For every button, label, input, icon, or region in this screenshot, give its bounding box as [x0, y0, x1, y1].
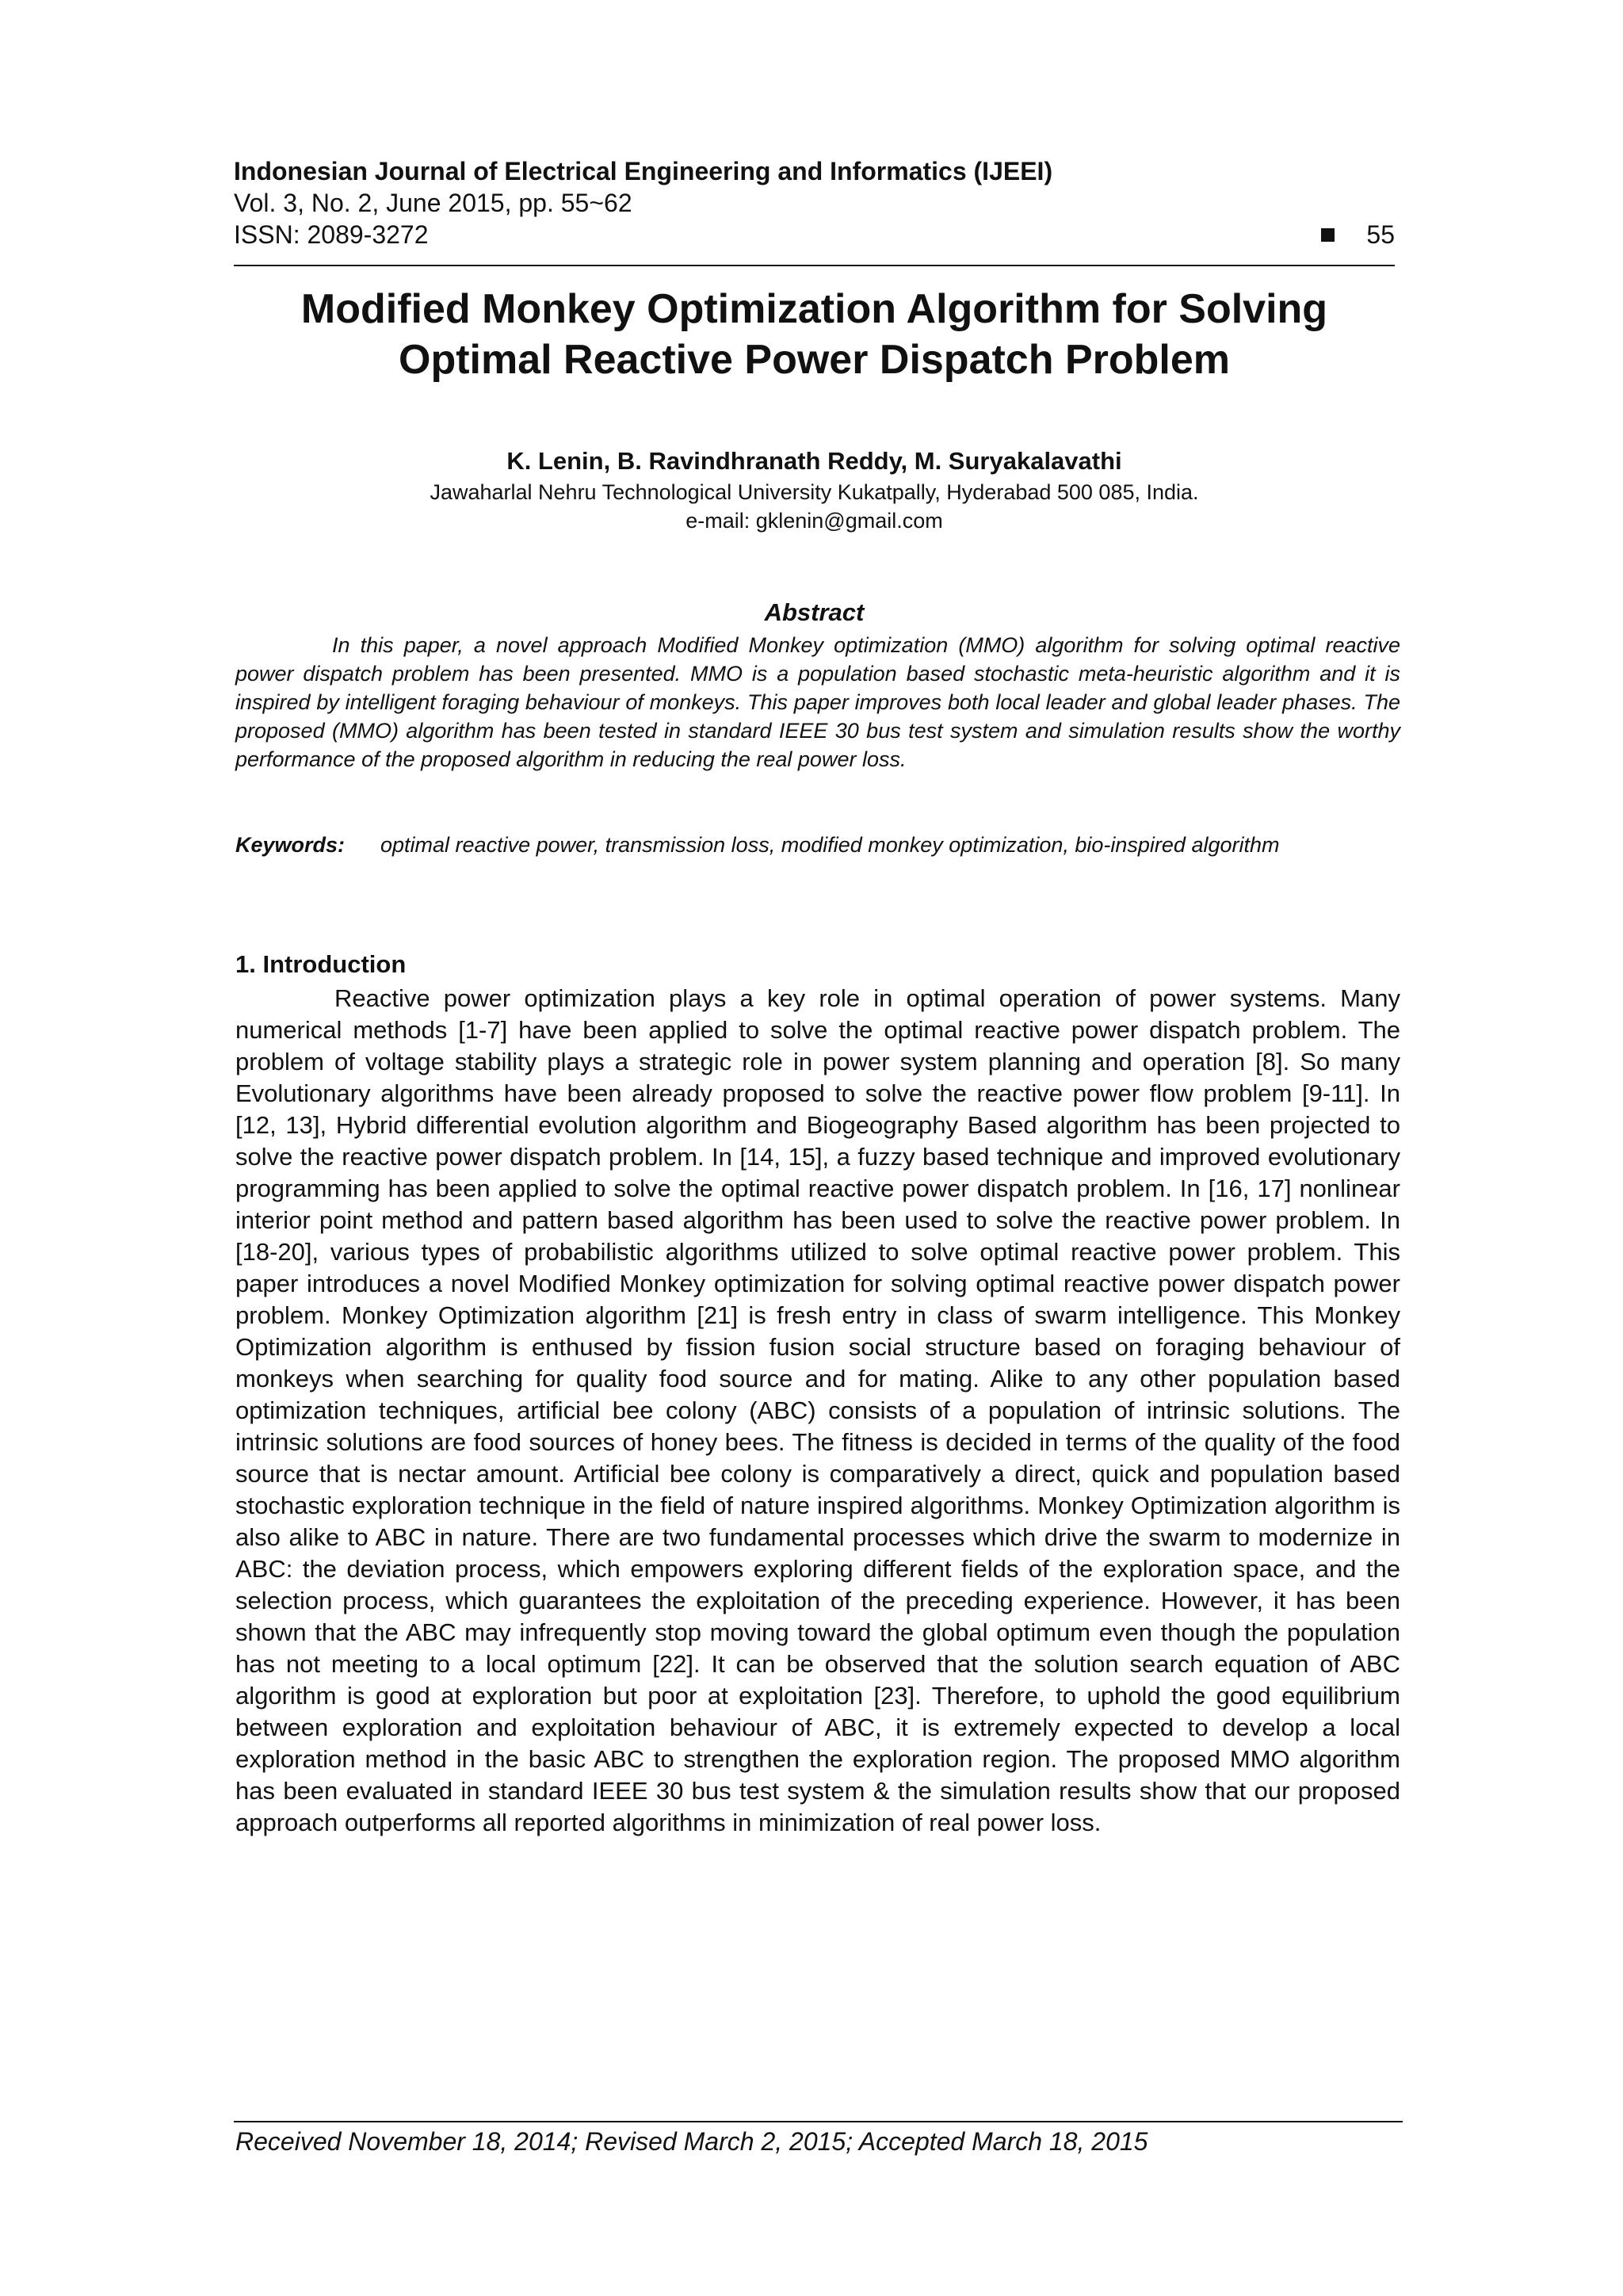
abstract-heading: Abstract — [764, 598, 865, 626]
keywords-label: Keywords: — [235, 833, 346, 857]
introduction-text: Reactive power optimization plays a key role in optimal operation of power systems. Many numerical methods [1-7] have been applied to solve the optimal reactive power dispatch problem. The problem of voltage stability plays a strategic role in power system planning and operation [8]. So many Evolutionary algorithms have been already proposed to solve the reactive power flow problem [9-11]. In [12, 13], Hybrid differential evolution algorithm and Biogeography Based algorithm has been projected to solve the reactive power dispatch problem. In [14, 15], a fuzzy based technique and improved evolutionary programming has been applied to solve the optimal reactive power dispatch problem. In [16, 17] nonlinear interior point method and pattern based algorithm has been used to solve the reactive power problem. In [18-20], various types of probabilistic algorithms utilized to solve optimal reactive power problem. This paper introduces a novel Modified Monkey optimization for solving optimal reactive power dispatch power problem. Monkey Optimization algorithm [21] is fresh entry in class of swarm intelligence. This Monkey Optimization algorithm is enthused by fission fusion social structure based on foraging behaviour of monkeys when searching for quality food source and for mating. Alike to any other population based optimization techniques, artificial bee colony (ABC) consists of a population of intrinsic solutions. The intrinsic solutions are food sources of honey bees. The fitness is decided in terms of the quality of the food source that is nectar amount. Artificial bee colony is comparatively a direct, quick and population based stochastic exploration technique in the field of nature inspired algorithms. Monkey Optimization algorithm is also alike to ABC in nature. There are two fundamental processes which drive the swarm to modernize in ABC: the deviation process, which empowers exploring different fields of the exploration space, and the selection process, which guarantees the exploitation of the preceding experience. However, it has been shown that the ABC may infrequently stop moving toward the global optimum even though the population has not meeting to a local optimum [22]. It can be observed that the solution search equation of ABC algorithm is good at exploration but poor at exploitation [23]. Therefore, to uphold the good equilibrium between exploration and exploitation behaviour of ABC, it is extremely expected to develop a local exploration method in the basic ABC to strengthen the exploration region. The proposed MMO algorithm has been evaluated in standard IEEE 30 bus test system & the simulation results show that our proposed approach outperforms all reported algorithms in minimization of real power loss. — [235, 984, 1400, 1836]
volume-info: Vol. 3, No. 2, June 2015, pp. 55~62 — [234, 189, 632, 217]
page-number: 55 — [1366, 220, 1395, 249]
journal-header — [234, 155, 1395, 250]
author-email: e-mail: gklenin@gmail.com — [685, 509, 943, 533]
section-heading-introduction: 1. Introduction — [235, 950, 407, 978]
header-divider — [234, 265, 1395, 266]
paper-title — [234, 284, 1395, 385]
square-bullet-icon — [1321, 228, 1335, 242]
received-dates: Received November 18, 2014; Revised March 2, 2015; Accepted March 18, 2015 — [235, 2127, 1148, 2156]
abstract-text: In this paper, a novel approach Modified Monkey optimization (MMO) algorithm for solving optimal reactive power dispatch problem has been presented. MMO is a population based stochastic meta-heuristic algorithm and it is inspired by intelligent foraging behaviour of monkeys. This paper improves both local leader and global leader phases. The proposed (MMO) algorithm has been tested in standard IEEE 30 bus test system and simulation results show the worthy performance of the proposed algorithm in reducing the real power loss. — [235, 633, 1400, 771]
authors: K. Lenin, B. Ravindhranath Reddy, M. Suryakalavathi — [506, 447, 1122, 475]
issn: ISSN: 2089-3272 — [234, 220, 429, 249]
title-line-2: Optimal Reactive Power Dispatch Problem — [399, 337, 1230, 383]
footer-divider — [234, 2121, 1403, 2122]
keywords-text: optimal reactive power, transmission loss, modified monkey optimization, bio-inspired algorithm — [380, 833, 1280, 857]
title-line-1: Modified Monkey Optimization Algorithm for Solving — [300, 286, 1328, 332]
issn-row — [234, 219, 1395, 250]
affiliation: Jawaharlal Nehru Technological University Kukatpally, Hyderabad 500 085, India. — [430, 480, 1199, 504]
keywords — [235, 831, 1400, 859]
journal-name: Indonesian Journal of Electrical Engineering and Informatics (IJEEI) — [234, 157, 1053, 185]
